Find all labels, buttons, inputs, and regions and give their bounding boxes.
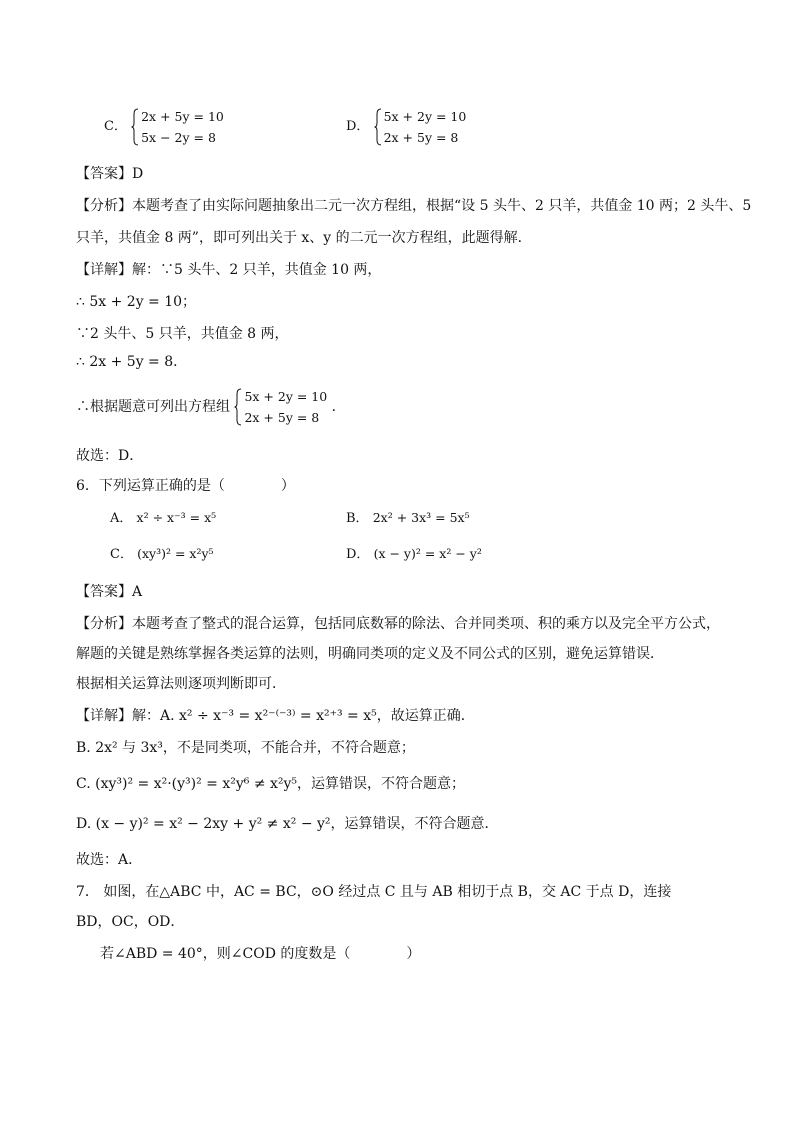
q5-detail-5-prefix: ∴根据题意可列出方程组 <box>76 399 230 415</box>
q5-answer: 【答案】D <box>76 166 144 182</box>
q5-option-c <box>104 106 224 148</box>
q6-answer: 【答案】A <box>76 584 143 600</box>
q5-detail-5-system <box>234 386 327 428</box>
q5-option-c-system <box>131 106 224 148</box>
q7-stem-line-3: 若∠ABD = 40°，则∠COD 的度数是（ ） <box>100 946 421 962</box>
q5-detail-line-5 <box>76 386 346 428</box>
brace-icon <box>234 388 242 426</box>
q5-detail-line-1: 【详解】解：∵5 头牛、2 只羊，共值金 10 两， <box>76 262 382 278</box>
q5-analysis-line-2: 只羊，共值金 8 两”，即可列出关于 x、y 的二元一次方程组，此题得解． <box>76 230 532 246</box>
q7-stem-line-1: 7． 如图，在△ABC 中，AC = BC，⊙O 经过点 C 且与 AB 相切于点 B，交 AC 于点 D，连接 <box>76 884 672 900</box>
q6-option-c-expr: (xy³)² = x²y⁵ <box>137 546 214 561</box>
q6-option-c <box>110 544 214 565</box>
q6-option-d-expr: (x − y)² = x² − y² <box>373 546 482 561</box>
q6-option-b-label: B． <box>346 511 369 526</box>
q5-option-c-eq1: 2x + 5y = 10 <box>141 109 224 124</box>
q6-analysis-line-3: 根据相关运算法则逐项判断即可． <box>76 676 286 692</box>
q6-option-b <box>346 508 470 529</box>
q7-stem-line-2: BD，OC，OD． <box>76 914 185 930</box>
q5-detail-line-4: ∴ 2x + 5y = 8． <box>76 354 188 370</box>
q6-option-a-expr: x² ÷ x⁻³ = x⁵ <box>136 510 217 525</box>
q6-choice: 故选：A． <box>76 852 143 868</box>
q6-stem: 6．下列运算正确的是（ ） <box>76 478 295 494</box>
q6-detail-c: C. (xy³)² = x²·(y³)² = x²y⁶ ≠ x²y⁵，运算错误，不符合题意； <box>76 776 466 792</box>
q6-option-a-label: A． <box>110 511 133 526</box>
q5-option-d <box>346 106 466 148</box>
brace-icon <box>374 108 382 146</box>
q6-analysis-line-1: 【分析】本题考查了整式的混合运算，包括同底数幂的除法、合并同类项、积的乘方以及完全平方公式， <box>76 616 720 632</box>
q6-detail-b: B. 2x² 与 3x³，不是同类项，不能合并，不符合题意； <box>76 740 415 756</box>
q5-option-d-label: D． <box>346 119 370 134</box>
q5-detail-5-eq1: 5x + 2y = 10 <box>244 389 328 404</box>
q5-option-c-label: C． <box>104 119 127 134</box>
q5-detail-5-suffix: ． <box>331 399 346 415</box>
q5-detail-5-eq2: 2x + 5y = 8 <box>244 410 320 425</box>
q5-option-d-eq2: 2x + 5y = 8 <box>383 130 459 145</box>
q5-choice: 故选：D． <box>76 448 144 464</box>
q5-detail-line-3: ∵2 头牛、5 只羊，共值金 8 两， <box>76 326 289 342</box>
q5-detail-line-2: ∴ 5x + 2y = 10； <box>76 294 197 310</box>
q5-option-c-eq2: 5x − 2y = 8 <box>141 130 216 145</box>
q6-option-c-label: C． <box>110 547 133 562</box>
q5-option-d-eq1: 5x + 2y = 10 <box>383 109 467 124</box>
q6-detail-d: D. (x − y)² = x² − 2xy + y² ≠ x² − y²，运算错误，不符合题意． <box>76 816 499 832</box>
q6-option-d <box>346 544 482 565</box>
q6-analysis-line-2: 解题的关键是熟练掌握各类运算的法则，明确同类项的定义及不同公式的区别，避免运算错误． <box>76 646 664 662</box>
q5-option-d-system <box>374 106 467 148</box>
q6-option-d-label: D． <box>346 547 370 562</box>
q6-option-b-expr: 2x² + 3x³ = 5x⁵ <box>372 510 470 525</box>
q6-detail-a: 【详解】解：A. x² ÷ x⁻³ = x²⁻⁽⁻³⁾ = x²⁺³ = x⁵，故运算正确． <box>76 708 475 724</box>
brace-icon <box>131 108 139 146</box>
q6-option-a <box>110 508 216 529</box>
q5-analysis-line-1: 【分析】本题考查了由实际问题抽象出二元一次方程组，根据“设 5 头牛、2 只羊，共值金 10 两；2 头牛、5 <box>76 198 752 214</box>
